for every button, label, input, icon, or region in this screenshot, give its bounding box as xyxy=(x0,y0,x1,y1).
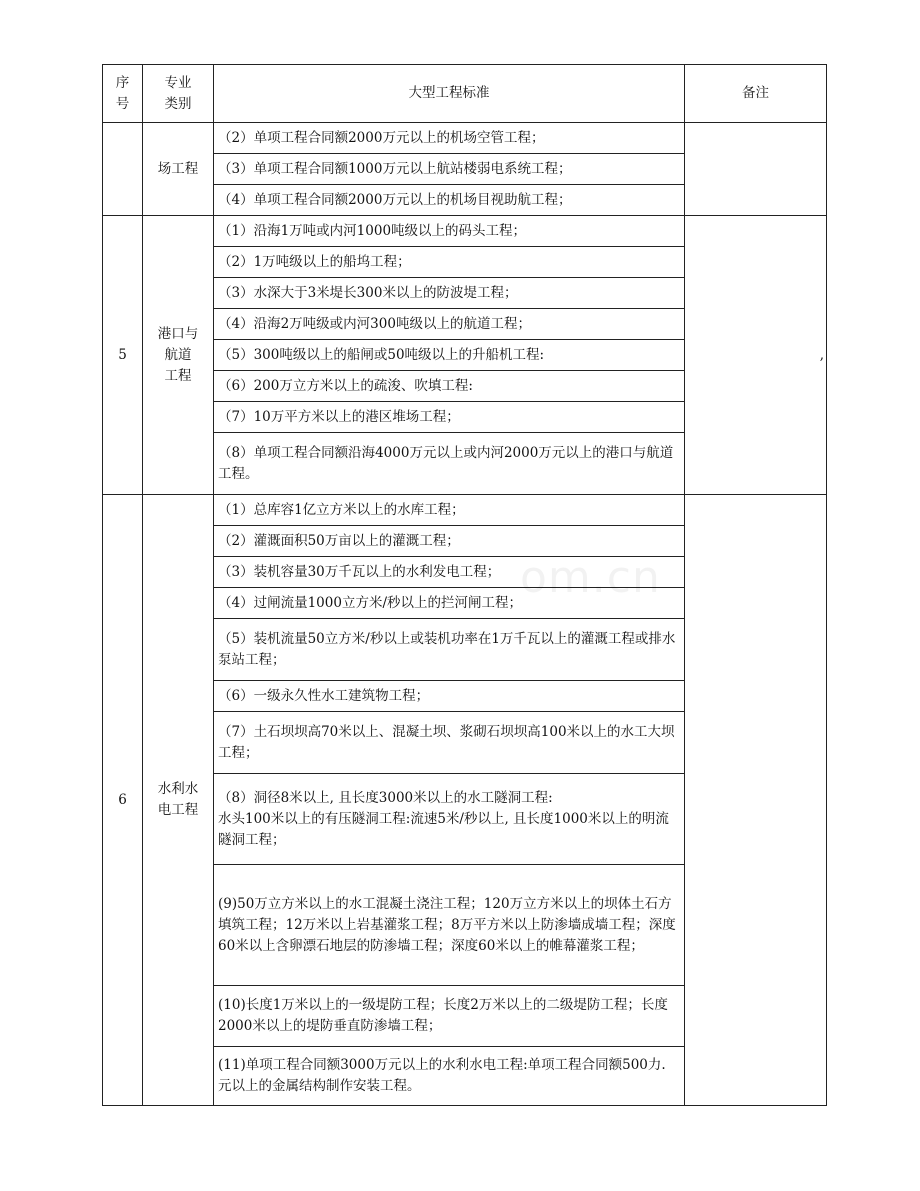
airport-seq-cell xyxy=(103,123,143,216)
airport-remark xyxy=(685,123,827,216)
port-category: 港口与 航道 工程 xyxy=(143,216,214,495)
table-row xyxy=(103,123,827,154)
hydro-item: （4）过闸流量1000立方米/秒以上的拦河闸工程； xyxy=(214,588,685,619)
hydro-seq: 6 xyxy=(103,495,143,1106)
header-category: 专业 类别 xyxy=(143,65,214,123)
airport-item: （3）单项工程合同额1000万元以上航站楼弱电系统工程； xyxy=(214,154,685,185)
header-remark: 备注 xyxy=(685,65,827,123)
hydro-item: (9)50万立方米以上的水工混凝土浇注工程；120万立方米以上的坝体土石方填筑工程；12万米以上岩基灌浆工程；8万平方米以上防渗墙成墙工程；深度60米以上含卵漂石地层的防渗墙工程；深度60米以上的帷幕灌浆工程； xyxy=(214,865,685,986)
hydro-remark xyxy=(685,495,827,1106)
table-row xyxy=(103,216,827,247)
port-remark xyxy=(685,216,827,495)
hydro-item: (10)长度1万米以上的一级堤防工程；长度2万米以上的二级堤防工程；长度2000米以上的堤防垂直防渗墙工程； xyxy=(214,986,685,1047)
airport-category: 场工程 xyxy=(143,123,214,216)
hydro-item: （6）一级永久性水工建筑物工程； xyxy=(214,681,685,712)
hydro-item: （2）灌溉面积50万亩以上的灌溉工程； xyxy=(214,526,685,557)
header-standard: 大型工程标准 xyxy=(214,65,685,123)
airport-item: （4）单项工程合同额2000万元以上的机场目视助航工程； xyxy=(214,185,685,216)
port-item: （6）200万立方米以上的疏浚、吹填工程: xyxy=(214,371,685,402)
port-item: （5）300吨级以上的船闸或50吨级以上的升船机工程: xyxy=(214,340,685,371)
hydro-item: （3）装机容量30万千瓦以上的水利发电工程； xyxy=(214,557,685,588)
airport-item: （2）单项工程合同额2000万元以上的机场空管工程； xyxy=(214,123,685,154)
port-remark-mark: , xyxy=(819,346,824,363)
table-row xyxy=(103,495,827,526)
hydro-item: (11)单项工程合同额3000万元以上的水利水电工程:单项工程合同额500力.元以上的金属结构制作安装工程。 xyxy=(214,1047,685,1106)
hydro-item: （7）土石坝坝高70米以上、混凝土坝、浆砌石坝坝高100米以上的水工大坝工程； xyxy=(214,712,685,774)
port-item: （8）单项工程合同额沿海4000万元以上或内河2000万元以上的港口与航道工程。 xyxy=(214,433,685,495)
port-item: （2）1万吨级以上的船坞工程； xyxy=(214,247,685,278)
port-item: （1）沿海1万吨或内河1000吨级以上的码头工程； xyxy=(214,216,685,247)
hydro-item: （8）洞径8米以上, 且长度3000米以上的水工隧洞工程: 水头100米以上的有压隧洞工程:流速5米/秒以上, 且长度1000米以上的明流隧洞工程； xyxy=(214,774,685,865)
standards-table xyxy=(102,64,827,1106)
header-row xyxy=(103,65,827,123)
port-seq: 5 xyxy=(103,216,143,495)
port-item: （3）水深大于3米堤长300米以上的防波堤工程； xyxy=(214,278,685,309)
hydro-category: 水利水 电工程 xyxy=(143,495,214,1106)
watermark: om.cn xyxy=(520,552,661,603)
port-item: （4）沿海2万吨级或内河300吨级以上的航道工程； xyxy=(214,309,685,340)
port-item: （7）10万平方米以上的港区堆场工程； xyxy=(214,402,685,433)
hydro-item: （1）总库容1亿立方米以上的水库工程； xyxy=(214,495,685,526)
header-seq: 序 号 xyxy=(103,65,143,123)
hydro-item: （5）装机流量50立方米/秒以上或装机功率在1万千瓦以上的灌溉工程或排水泵站工程； xyxy=(214,619,685,681)
